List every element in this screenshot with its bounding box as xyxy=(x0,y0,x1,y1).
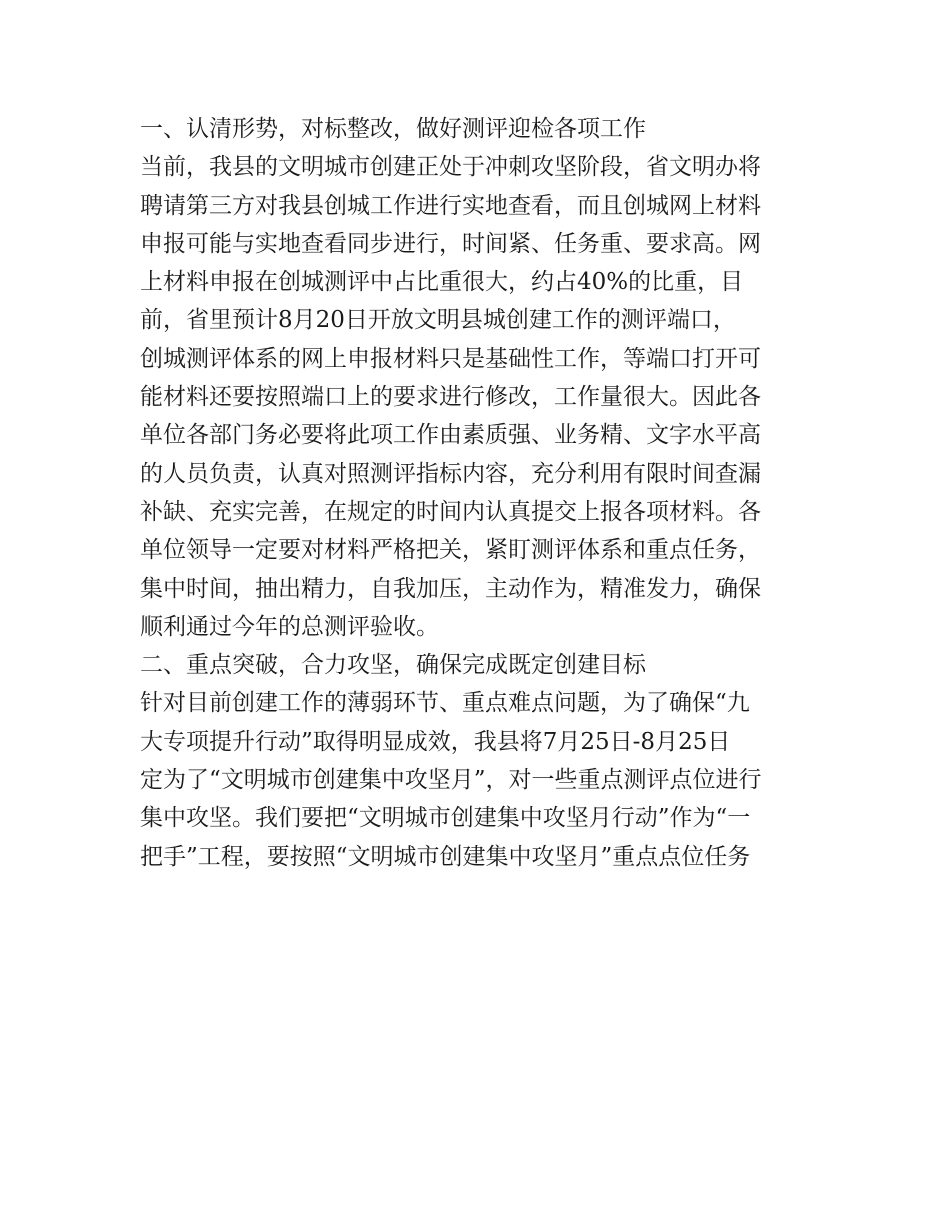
paragraph-line: 顺利通过今年的总测评验收。 xyxy=(140,613,439,640)
paragraph-line: 能材料还要按照端口上的要求进行修改，工作量很大。因此各 xyxy=(140,384,761,411)
paragraph-line: 单位领导一定要对材料严格把关，紧盯测评体系和重点任务， xyxy=(140,537,761,564)
paragraph-line: 上材料申报在创城测评中占比重很大，约占40%的比重，目 xyxy=(140,269,744,296)
paragraph-line: 当前，我县的文明城市创建正处于冲刺攻坚阶段，省文明办将 xyxy=(140,154,761,181)
paragraph-line: 针对目前创建工作的薄弱环节、重点难点问题，为了确保“九 xyxy=(140,690,750,717)
paragraph-line: 申报可能与实地查看同步进行，时间紧、任务重、要求高。网 xyxy=(140,230,761,257)
paragraph-line: 的人员负责，认真对照测评指标内容，充分利用有限时间查漏 xyxy=(140,460,761,487)
paragraph-line: 把手”工程，要按照“文明城市创建集中攻坚月”重点点位任务 xyxy=(140,843,751,870)
section-heading-2: 二、重点突破，合力攻坚，确保完成既定创建目标 xyxy=(140,652,646,679)
paragraph-line: 创城测评体系的网上申报材料只是基础性工作，等端口打开可 xyxy=(140,345,761,372)
paragraph-line: 大专项提升行动”取得明显成效，我县将7月25日-8月25日 xyxy=(140,728,731,755)
paragraph-line: 定为了“文明城市创建集中攻坚月”，对一些重点测评点位进行 xyxy=(140,767,762,794)
paragraph-line: 补缺、充实完善，在规定的时间内认真提交上报各项材料。各 xyxy=(140,498,761,525)
paragraph-line: 集中攻坚。我们要把“文明城市创建集中攻坚月行动”作为“一 xyxy=(140,805,751,832)
document-body xyxy=(140,110,820,876)
paragraph-line: 集中时间，抽出精力，自我加压，主动作为，精准发力，确保 xyxy=(140,575,761,602)
paragraph-line: 前，省里预计8月20日开放文明县城创建工作的测评端口， xyxy=(140,307,736,334)
paragraph-line: 聘请第三方对我县创城工作进行实地查看，而且创城网上材料 xyxy=(140,192,761,219)
paragraph-line: 单位各部门务必要将此项工作由素质强、业务精、文字水平高 xyxy=(140,422,761,449)
section-heading-1: 一、认清形势，对标整改，做好测评迎检各项工作 xyxy=(140,116,646,142)
